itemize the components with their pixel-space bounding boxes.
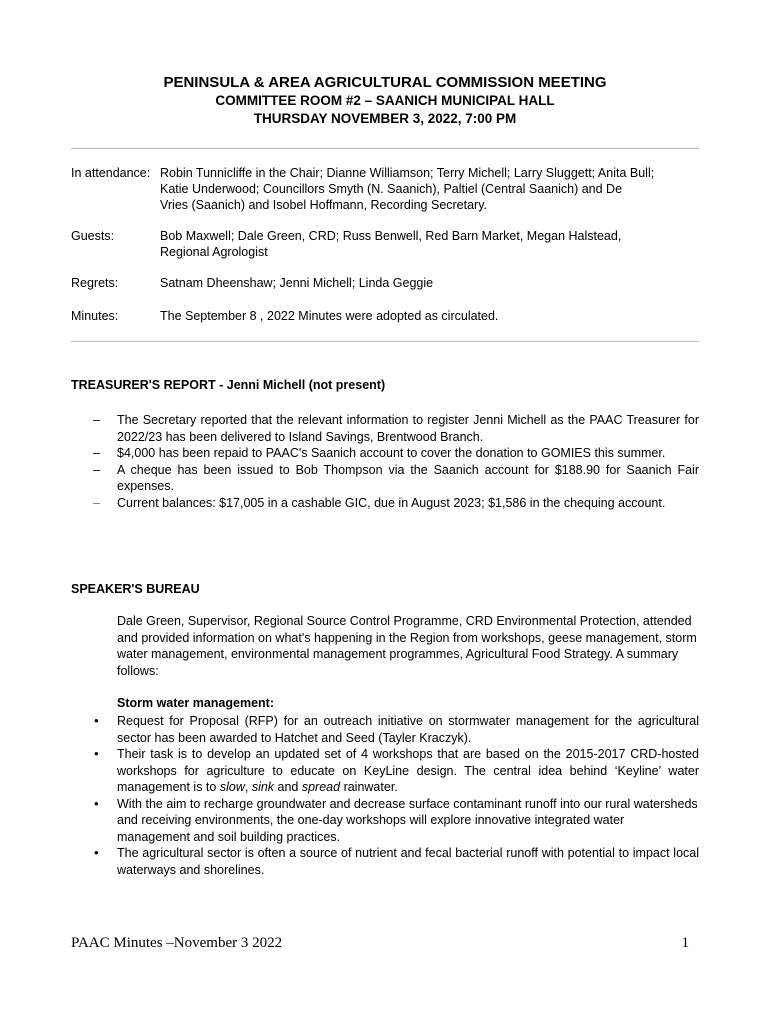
- list-item-text: A cheque has been issued to Bob Thompson via the Saanich account for $188.90 for Saanich Fair expenses.: [117, 462, 699, 493]
- top-divider: [71, 148, 699, 149]
- meeting-date: THURSDAY NOVEMBER 3, 2022, 7:00 PM: [253, 111, 517, 126]
- list-item: [71, 713, 699, 746]
- speakers-intro: Dale Green, Supervisor, Regional Source Control Programme, CRD Environmental Protection, attended and provided information on what's happening in the Region from workshops, geese management, storm water management, environmental management programmes, Agricultural Food Strategy. A summary follows:: [117, 614, 697, 678]
- list-item-text: Their task is to develop an updated set of 4 workshops that are based on the 2015-2017 CRD-hosted workshops for agriculture to educate on KeyLine design. The central idea behind ‘Keyline’ water management is to slow, sink and spread rainwater.: [117, 747, 699, 794]
- guests-line: Regional Agrologist: [160, 245, 268, 259]
- list-item-text: The agricultural sector is often a source of nutrient and fecal bacterial runoff with potential to impact local waterways and shorelines.: [117, 846, 699, 877]
- dash-marker: –: [93, 413, 100, 427]
- dash-marker: –: [93, 495, 100, 510]
- bullet-marker: •: [94, 795, 99, 811]
- bullet-marker: •: [94, 746, 99, 761]
- regrets-label: Regrets:: [71, 276, 119, 290]
- list-item-text: With the aim to recharge groundwater and decrease surface contaminant runoff into our rural watersheds and receiving environments, the one-day workshops will explore innovative integrated water management and soil building practices.: [117, 796, 698, 844]
- emphasis-spread: spread: [301, 780, 341, 794]
- minutes-section: [71, 308, 699, 326]
- guests-line: Bob Maxwell; Dale Green, CRD; Russ Benwell, Red Barn Market, Megan Halstead,: [160, 229, 622, 243]
- dash-marker: –: [93, 446, 100, 460]
- attendance-label: In attendance:: [71, 166, 151, 180]
- meeting-location: COMMITTEE ROOM #2 – SAANICH MUNICIPAL HALL: [215, 93, 555, 108]
- list-item: [71, 445, 699, 462]
- page-number: 1: [681, 935, 689, 951]
- speakers-heading: SPEAKER'S BUREAU: [71, 582, 200, 596]
- attendance-line: Robin Tunnicliffe in the Chair; Dianne Williamson; Terry Michell; Larry Sluggett; Anita Bull;: [160, 166, 655, 180]
- guests-value: [160, 228, 700, 260]
- bottom-divider: [71, 341, 699, 342]
- regrets-value: Satnam Dheenshaw; Jenni Michell; Linda Geggie: [160, 276, 434, 290]
- list-item-text: The Secretary reported that the relevant information to register Jenni Michell as the PAAC Treasurer for 2022/23 has been delivered to Island Savings, Brentwood Branch.: [117, 413, 699, 444]
- emphasis-slow: slow: [219, 780, 245, 794]
- list-item-text: Request for Proposal (RFP) for an outreach initiative on stormwater management for the agricultural sector has been awarded to Hatchet and Seed (Tayler Kraczyk).: [117, 714, 699, 745]
- meeting-title: PENINSULA & AREA AGRICULTURAL COMMISSION MEETING: [163, 74, 607, 91]
- list-item-text: Current balances: $17,005 in a cashable GIC, due in August 2023; $1,586 in the chequing account.: [117, 495, 666, 510]
- treasurer-heading: TREASURER'S REPORT - Jenni Michell (not present): [71, 378, 386, 392]
- treasurer-list: [71, 412, 699, 511]
- attendance-section: [71, 165, 699, 215]
- dash-marker: –: [93, 462, 100, 477]
- bullet-marker: •: [94, 845, 99, 860]
- footer-title: PAAC Minutes –November 3 2022: [71, 935, 283, 951]
- emphasis-sink: sink: [251, 780, 275, 794]
- meeting-title-block: [71, 74, 699, 128]
- storm-water-list: [71, 713, 699, 878]
- list-item: [71, 845, 699, 878]
- regrets-section: [71, 275, 699, 293]
- minutes-value: The September 8 , 2022 Minutes were adopted as circulated.: [160, 309, 499, 323]
- minutes-label: Minutes:: [71, 309, 119, 323]
- attendance-line: Vries (Saanich) and Isobel Hoffmann, Recording Secretary.: [160, 198, 488, 212]
- list-item: [71, 462, 699, 495]
- list-item: [71, 796, 699, 846]
- bullet-marker: •: [94, 713, 99, 728]
- list-item: [71, 412, 699, 445]
- list-item: [71, 495, 699, 512]
- guests-label: Guests:: [71, 229, 115, 243]
- guests-section: [71, 228, 699, 262]
- list-item-text: $4,000 has been repaid to PAAC's Saanich account to cover the donation to GOMIES this summer.: [117, 446, 666, 460]
- storm-water-subheading: Storm water management:: [117, 696, 274, 710]
- list-item: [71, 746, 699, 796]
- attendance-line: Katie Underwood; Councillors Smyth (N. Saanich), Paltiel (Central Saanich) and De: [160, 182, 623, 196]
- attendance-value: [160, 165, 700, 213]
